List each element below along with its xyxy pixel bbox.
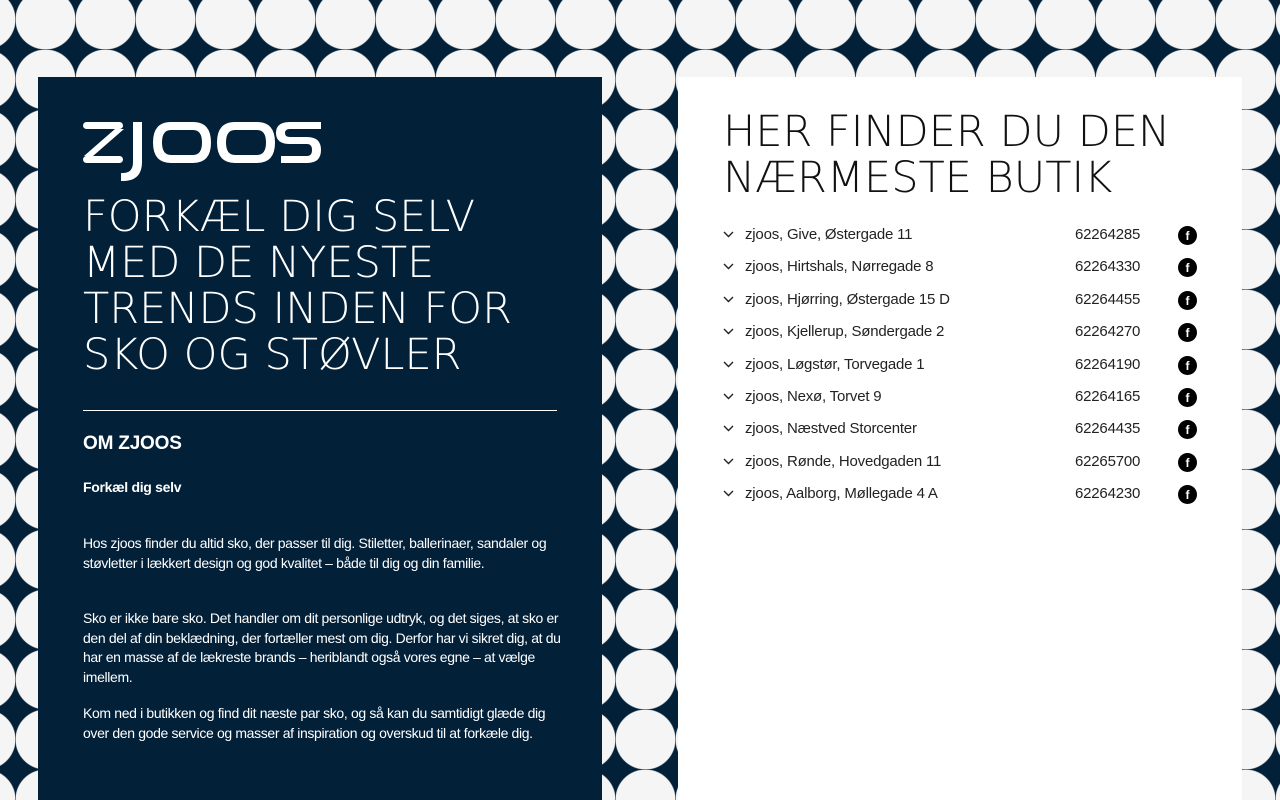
about-paragraph-3: Kom ned i butikken og find dit næste par sko, og så kan du samtidigt glæde dig over den gode service og masser af inspiration og overskud til at forkæle dig. [83, 705, 546, 741]
store-locator-panel [678, 77, 1242, 800]
chevron-down-icon[interactable] [723, 425, 734, 432]
store-name[interactable]: zjoos, Løgstør, Torvegade 1 [745, 355, 925, 373]
chevron-down-icon[interactable] [723, 393, 734, 400]
chevron-down-icon[interactable] [723, 231, 734, 238]
section-title: OM ZJOOS [83, 433, 182, 454]
facebook-icon[interactable]: f [1178, 258, 1197, 277]
about-subheading: Forkæl dig selv [83, 479, 182, 495]
facebook-icon[interactable]: f [1178, 388, 1197, 407]
store-name[interactable]: zjoos, Rønde, Hovedgaden 11 [745, 452, 942, 470]
facebook-icon[interactable]: f [1178, 420, 1197, 439]
page-headline: FORKÆL DIG SELV MED DE NYESTE TRENDS INDEN FOR SKO OG STØVLER [83, 192, 512, 380]
store-locator-title: HER FINDER DU DEN NÆRMESTE BUTIK [723, 107, 1171, 203]
store-name[interactable]: zjoos, Aalborg, Møllegade 4 A [745, 485, 938, 503]
about-paragraph-2: Sko er ikke bare sko. Det handler om dit personlige udtryk, og det siges, at sko er den del af din beklædning, der fortæller mest om dig. Derfor har vi sikret dig, at du har en masse af de lækreste brands – heriblandt også vores egne – at vælge imellem. [83, 610, 561, 685]
facebook-icon[interactable]: f [1178, 226, 1197, 245]
store-phone[interactable]: 62264230 [1075, 485, 1141, 503]
chevron-down-icon[interactable] [723, 328, 734, 335]
chevron-down-icon[interactable] [723, 458, 734, 465]
store-row[interactable] [723, 385, 1197, 417]
chevron-down-icon[interactable] [723, 361, 734, 368]
store-phone[interactable]: 62264330 [1075, 258, 1141, 276]
chevron-down-icon[interactable] [723, 296, 734, 303]
store-phone[interactable]: 62264285 [1075, 226, 1141, 243]
store-row[interactable] [723, 482, 1197, 514]
store-phone[interactable]: 62265700 [1075, 452, 1141, 470]
facebook-icon[interactable]: f [1178, 453, 1197, 472]
store-phone[interactable]: 62264270 [1075, 323, 1141, 341]
store-name[interactable]: zjoos, Nexø, Torvet 9 [745, 387, 882, 405]
store-row[interactable] [723, 320, 1197, 352]
store-phone[interactable]: 62264435 [1075, 420, 1141, 438]
store-row[interactable] [723, 288, 1197, 320]
store-name[interactable]: zjoos, Hjørring, Østergade 15 D [745, 290, 950, 308]
facebook-icon[interactable]: f [1178, 291, 1197, 310]
store-phone[interactable]: 62264190 [1075, 355, 1141, 373]
store-name[interactable]: zjoos, Give, Østergade 11 [745, 226, 913, 243]
store-phone[interactable]: 62264165 [1075, 387, 1141, 405]
store-name[interactable]: zjoos, Hirtshals, Nørregade 8 [745, 258, 934, 276]
facebook-icon[interactable]: f [1178, 356, 1197, 375]
about-panel [38, 77, 602, 800]
store-row[interactable] [723, 417, 1197, 449]
facebook-icon[interactable]: f [1178, 485, 1197, 504]
chevron-down-icon[interactable] [723, 263, 734, 270]
store-phone[interactable]: 62264455 [1075, 290, 1141, 308]
store-row[interactable] [723, 450, 1197, 482]
store-row[interactable] [723, 223, 1197, 255]
store-name[interactable]: zjoos, Kjellerup, Søndergade 2 [745, 323, 945, 341]
zjoos-logo[interactable] [83, 107, 321, 182]
store-list [723, 223, 1197, 515]
store-row[interactable] [723, 255, 1197, 287]
store-row[interactable] [723, 353, 1197, 385]
chevron-down-icon[interactable] [723, 490, 734, 497]
store-name[interactable]: zjoos, Næstved Storcenter [745, 420, 917, 438]
facebook-icon[interactable]: f [1178, 323, 1197, 342]
divider [83, 410, 557, 411]
about-paragraph-1: Hos zjoos finder du altid sko, der passer til dig. Stiletter, ballerinaer, sandaler og støvletter i lækkert design og god kvalitet – både til dig og din familie. [83, 535, 547, 571]
